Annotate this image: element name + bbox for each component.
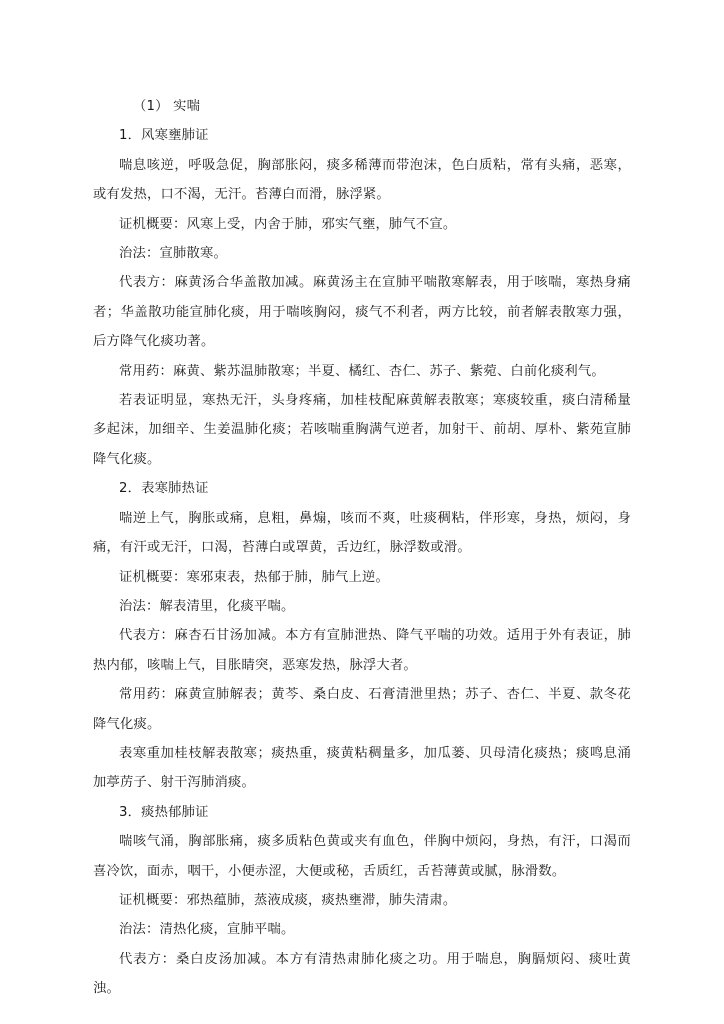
pathogenesis-paragraph: 证机概要：风寒上受，内舍于肺，邪实气壅，肺气不宣。: [119, 216, 457, 232]
symptoms-paragraph: 喘咳气涌，胸部胀痛，痰多质粘色黄或夹有血色，伴胸中烦闷，身热，有汗，口渴而喜冷饮，面赤，咽干，小便赤涩，大便或秘，舌质红，舌苔薄黄或腻，脉滑数。: [93, 834, 631, 879]
section-heading: （1） 实喘: [133, 99, 201, 114]
subsection-heading: 1．风寒壅肺证: [119, 128, 209, 144]
document-body: [93, 92, 631, 1004]
pathogenesis-paragraph: 证机概要：寒邪束表，热郁于肺，肺气上逆。: [119, 569, 389, 585]
treatment-paragraph: 治法：清热化痰，宣肺平喘。: [119, 922, 295, 938]
modification-paragraph: 若表证明显，寒热无汗，头身疼痛，加桂枝配麻黄解表散寒；寒痰较重，痰白清稀量多起沫，加细辛、生姜温肺化痰；若咳喘重胸满气逆者，加射干、前胡、厚朴、紫苑宣肺降气化痰。: [93, 393, 631, 467]
formula-paragraph: 代表方：桑白皮汤加减。本方有清热肃肺化痰之功。用于喘息，胸膈烦闷、痰吐黄浊。: [93, 951, 631, 997]
formula-paragraph: 代表方：麻黄汤合华盖散加减。麻黄汤主在宣肺平喘散寒解表，用于咳喘，寒热身痛者；华盖散功能宣肺化痰，用于喘咳胸闷，痰气不利者，两方比较，前者解表散寒力强，后方降气化痰功著。: [93, 275, 631, 350]
subsection-heading: 2．表寒肺热证: [119, 481, 209, 497]
subsection-heading: 3．痰热郁肺证: [119, 804, 209, 820]
treatment-paragraph: 治法：解表清里，化痰平喘。: [119, 598, 295, 614]
symptoms-paragraph: 喘息咳逆，呼吸急促，胸部胀闷，痰多稀薄而带泡沫，色白质粘，常有头痛，恶寒，或有发热，口不渴，无汗。苔薄白而滑，脉浮紧。: [93, 157, 631, 203]
formula-paragraph: 代表方：麻杏石甘汤加减。本方有宣肺泄热、降气平喘的功效。适用于外有表证，肺热内郁，咳喘上气，目胀睛突，恶寒发热，脉浮大者。: [93, 628, 631, 673]
symptoms-paragraph: 喘逆上气，胸胀或痛，息粗，鼻煽，咳而不爽，吐痰稠粘，伴形寒，身热，烦闷，身痛，有汗或无汗，口渴，苔薄白或罩黄，舌边红，脉浮数或滑。: [93, 510, 631, 556]
modification-paragraph: 表寒重加桂枝解表散寒；痰热重，痰黄粘稠量多，加瓜蒌、贝母清化痰热；痰鸣息涌加葶苈子、射干泻肺消痰。: [93, 745, 631, 791]
medicine-paragraph: 常用药：麻黄宣肺解表；黄芩、桑白皮、石膏清泄里热；苏子、杏仁、半夏、款冬花降气化痰。: [93, 687, 631, 732]
treatment-paragraph: 治法：宣肺散寒。: [119, 246, 227, 262]
pathogenesis-paragraph: 证机概要：邪热蕴肺，蒸液成痰，痰热壅滞，肺失清肃。: [119, 892, 457, 908]
medicine-paragraph: 常用药：麻黄、紫苏温肺散寒；半夏、橘红、杏仁、苏子、紫菀、白前化痰利气。: [119, 363, 605, 379]
